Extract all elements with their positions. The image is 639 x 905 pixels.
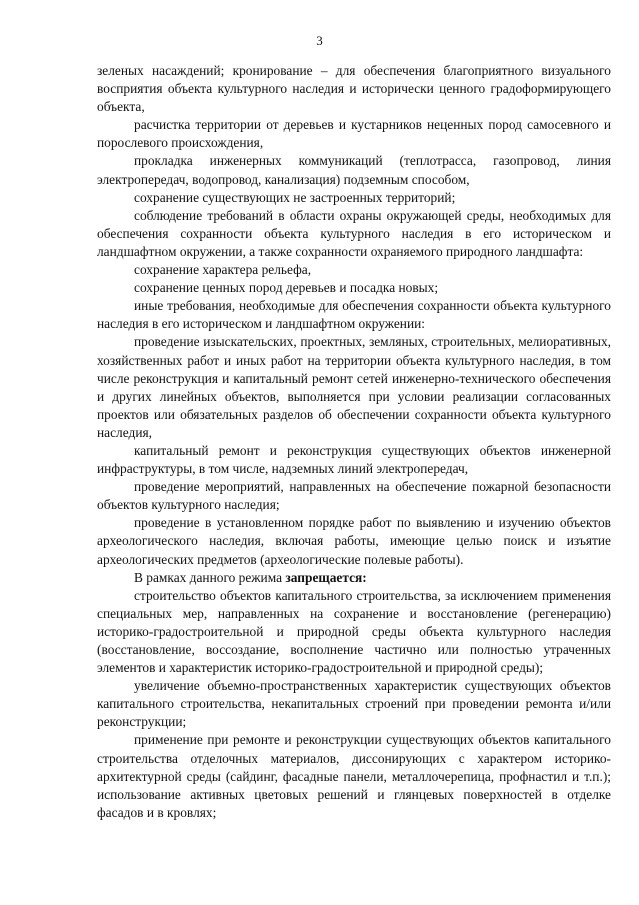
paragraph: соблюдение требований в области охраны окружающей среды, необходимых для обеспечения сохранности объекта культурного наследия в его историческом и ландшафтном окружении, а также сохранности охраняемого природного ландшафта:: [97, 207, 611, 259]
paragraph: проведение мероприятий, направленных на обеспечение пожарной безопасности объектов культурного наследия;: [97, 479, 611, 513]
paragraph-prohibited-heading: [97, 569, 611, 587]
page-number: 3: [316, 33, 323, 48]
document-body: [97, 62, 611, 822]
prohibited-keyword: запрещается:: [285, 569, 367, 585]
paragraph: строительство объектов капитального строительства, за исключением применения специальных мер, направленных на сохранение и восстановление (регенерацию) историко-градостроительной и природной среды объекта культурного наследия (восстановление, воссоздание, восполнение частично или полностью утраченных элементов и характеристик историко-градостроительной и природной среды);: [97, 587, 611, 676]
paragraph: проведение в установленном порядке работ по выявлению и изучению объектов археологического наследия, включая работы, имеющие целью поиск и изъятие археологических предметов (археологические полевые работы).: [97, 515, 611, 567]
paragraph: иные требования, необходимые для обеспечения сохранности объекта культурного наследия в его историческом и ландшафтном окружении:: [97, 298, 611, 332]
paragraph: сохранение характера рельефа,: [134, 262, 312, 278]
paragraph: расчистка территории от деревьев и кустарников неценных пород самосевного и порослевого происхождения,: [97, 117, 611, 151]
paragraph: зеленых насаждений; кронирование – для обеспечения благоприятного визуального восприятия объекта культурного наследия и исторически ценного градоформирующего объекта,: [97, 63, 611, 115]
paragraph: сохранение ценных пород деревьев и посадка новых;: [134, 280, 439, 296]
paragraph: увеличение объемно-пространственных характеристик существующих объектов капитального строительства, некапитальных строений при проведении ремонта и/или реконструкции;: [97, 678, 611, 730]
paragraph: капитальный ремонт и реконструкция существующих объектов инженерной инфраструктуры, в том числе, надземных линий электропередач,: [97, 442, 611, 477]
paragraph: прокладка инженерных коммуникаций (теплотрасса, газопровод, линия электропередач, водопровод, канализация) подземным способом,: [97, 153, 611, 187]
paragraph: применение при ремонте и реконструкции существующих объектов капитального строительства отделочных материалов, диссонирующих с характером историко-архитектурной среды (сайдинг, фасадные панели, металлочерепица, профнастил и т.п.); использование активных цветовых решений и глянцевых поверхностей в отделке фасадов и в кровлях;: [97, 732, 611, 820]
prohibited-lead-text: В рамках данного режима: [134, 569, 286, 585]
paragraph: проведение изыскательских, проектных, земляных, строительных, мелиоративных, хозяйственных работ и иных работ на территории объекта культурного наследия, в том числе реконструкция и капитальный ремонт сетей инженерно-технического обеспечения и других линейных объектов, выполняется при условии реализации согласованных проектов или обязательных разделов об обеспечении сохранности объекта культурного наследия,: [97, 334, 611, 440]
paragraph: сохранение существующих не застроенных территорий;: [134, 189, 456, 205]
